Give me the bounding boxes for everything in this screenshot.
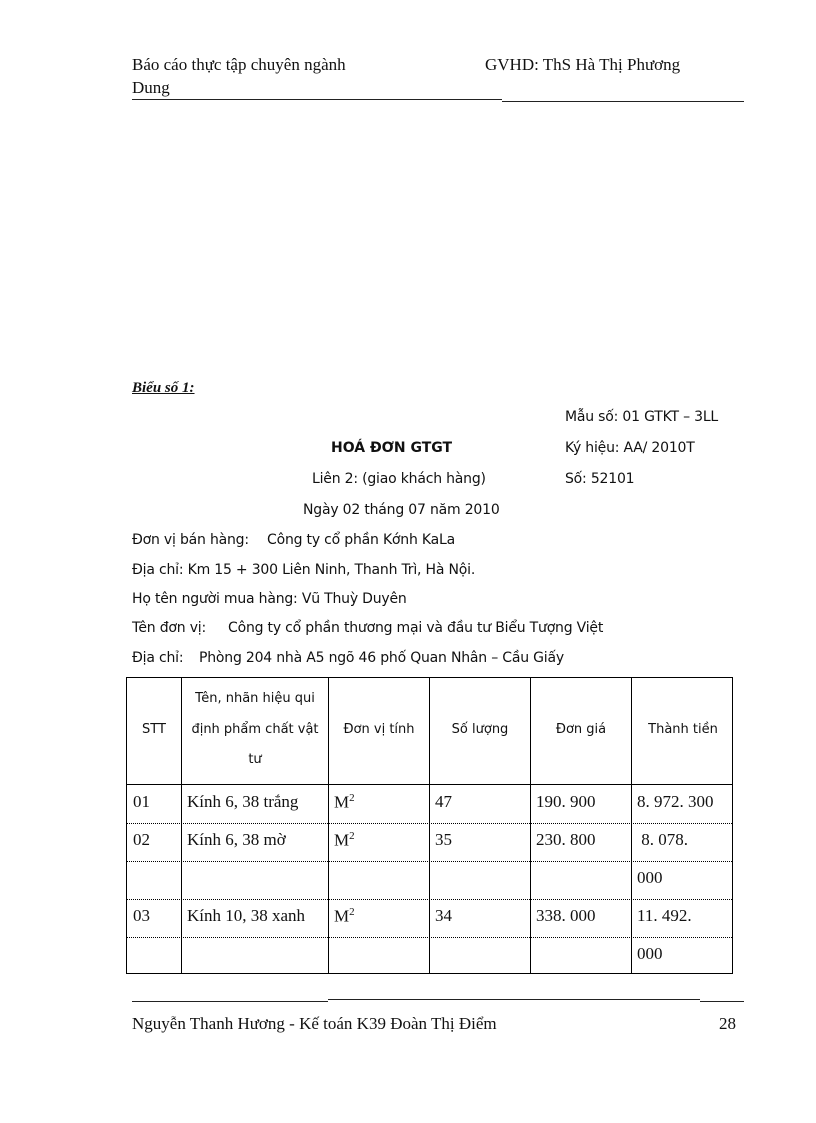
header-divider-right: [502, 101, 744, 102]
row1-quantity: 47: [435, 792, 452, 811]
row2-unit: $M^2$: [334, 830, 355, 850]
table-row-divider: [127, 823, 732, 824]
invoice-number: Số: 52101: [565, 471, 635, 487]
row3-stt: 03: [133, 906, 150, 925]
invoice-table: [126, 677, 733, 974]
footer-divider-right: [700, 1001, 744, 1002]
footer-divider-mid: [328, 999, 700, 1000]
page-number: 28: [719, 1014, 736, 1033]
buyer-address: Phòng 204 nhà A5 ngõ 46 phố Quan Nhân – Cầu Giấy: [199, 650, 564, 666]
row2-unit-price: 230. 800: [536, 830, 596, 849]
row3-quantity: 34: [435, 906, 452, 925]
seller-name: Công ty cổ phần Kớnh KaLa: [267, 532, 455, 548]
table-row-divider: [127, 937, 732, 938]
header-quantity: Số lượng: [451, 722, 509, 737]
row1-item-name: Kính 6, 38 trắng: [187, 792, 299, 811]
row1-stt: 01: [133, 792, 150, 811]
row1-unit: $M^2$: [334, 792, 355, 812]
footer-author: Nguyễn Thanh Hương - Kế toán K39 Đoàn Thị Điểm: [132, 1014, 497, 1033]
row3-amount-cont: 000: [637, 944, 663, 963]
row3-unit-price: 338. 000: [536, 906, 596, 925]
header-report-title-cont: Dung: [132, 78, 170, 97]
row3-unit: $M^2$: [334, 906, 355, 926]
invoice-date: Ngày 02 tháng 07 năm 2010: [303, 502, 500, 518]
row2-stt: 02: [133, 830, 150, 849]
row2-quantity: 35: [435, 830, 452, 849]
buyer-unit-name: Công ty cổ phần thương mại và đầu tư Biểu Tượng Việt: [228, 620, 604, 636]
row2-amount-cont: 000: [637, 868, 663, 887]
table-header-divider: [127, 784, 732, 785]
buyer-address-label: Địa chỉ:: [132, 650, 184, 666]
buyer-unit-label: Tên đơn vị:: [132, 620, 206, 636]
invoice-title: HOÁ ĐƠN GTGT: [331, 440, 453, 456]
table-row-divider: [127, 861, 732, 862]
header-divider-left: [132, 99, 502, 100]
header-name-line1: Tên, nhãn hiệu qui: [195, 691, 315, 706]
seller-label: Đơn vị bán hàng:: [132, 532, 249, 548]
row1-amount: 8. 972. 300: [637, 792, 714, 811]
header-name-line2: định phẩm chất vật: [191, 722, 319, 737]
header-amount: Thành tiền: [648, 722, 718, 737]
invoice-copy: Liên 2: (giao khách hàng): [312, 471, 486, 487]
header-unit: Đơn vị tính: [343, 722, 415, 737]
header-unit-price: Đơn giá: [555, 722, 607, 737]
buyer-name: Họ tên người mua hàng: Vũ Thuỳ Duyên: [132, 591, 407, 607]
row1-unit-price: 190. 900: [536, 792, 596, 811]
row3-amount: 11. 492.: [637, 906, 692, 925]
seller-address: Địa chỉ: Km 15 + 300 Liên Ninh, Thanh Trì, Hà Nội.: [132, 562, 476, 578]
exhibit-label: Biểu số 1:: [132, 380, 195, 396]
header-supervisor: GVHD: ThS Hà Thị Phương: [485, 55, 681, 74]
table-row-divider: [127, 899, 732, 900]
footer-divider-left: [132, 1001, 328, 1002]
row3-item-name: Kính 10, 38 xanh: [187, 906, 306, 925]
row2-item-name: Kính 6, 38 mờ: [187, 830, 286, 849]
header-report-title: Báo cáo thực tập chuyên ngành: [132, 55, 346, 74]
header-name-line3: tư: [248, 752, 262, 767]
invoice-symbol: Ký hiệu: AA/ 2010T: [565, 440, 695, 456]
row2-amount: 8. 078.: [637, 830, 688, 849]
header-stt: STT: [142, 722, 166, 737]
form-number: Mẫu số: 01 GTKT – 3LL: [565, 409, 719, 425]
